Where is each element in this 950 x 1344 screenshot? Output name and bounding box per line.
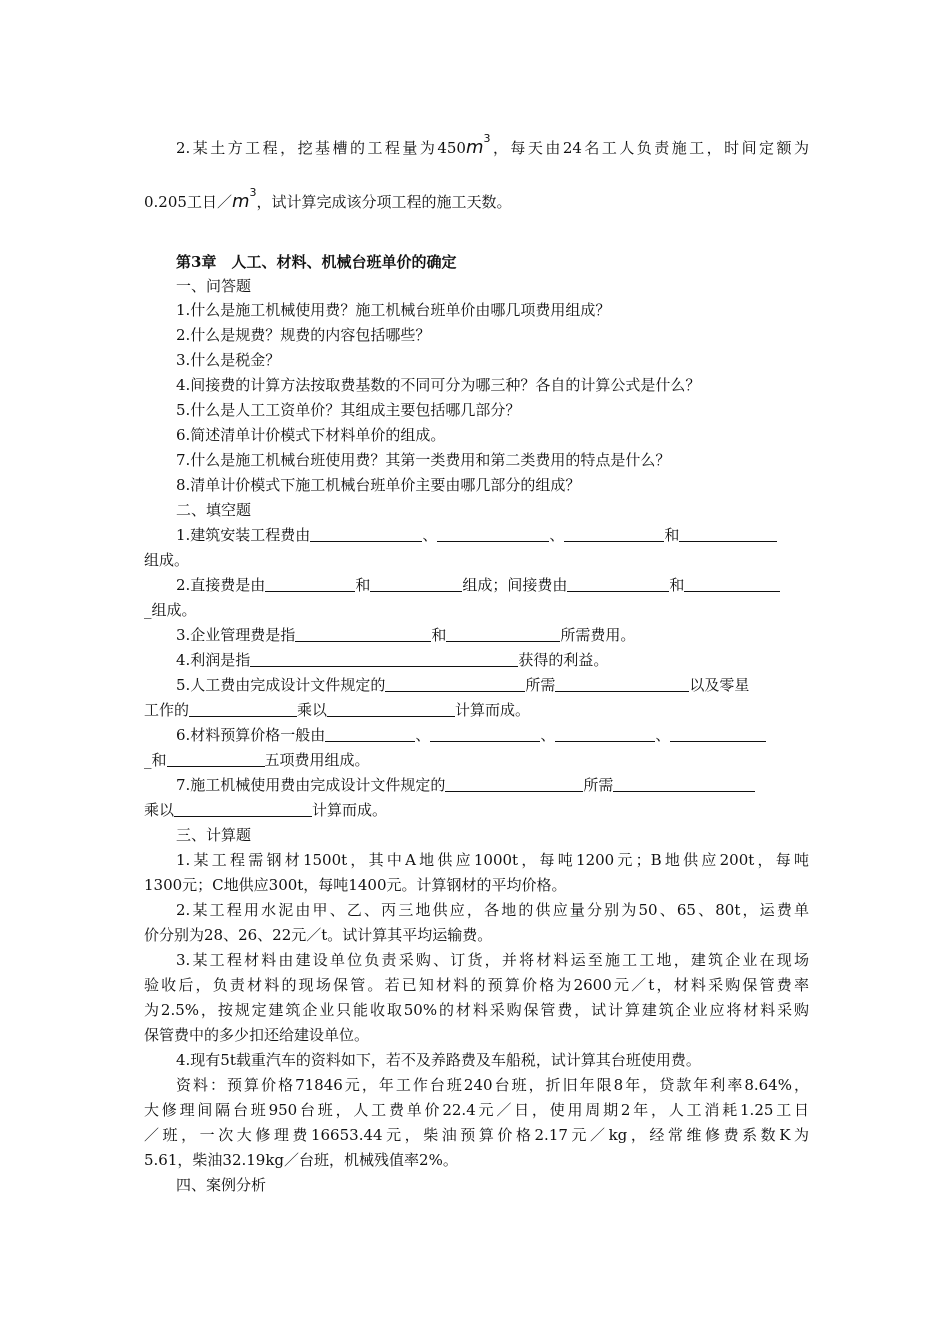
text: 、	[549, 526, 565, 544]
text: ，试计算完成该分项工程的施工天数。	[256, 193, 512, 211]
answer-blank[interactable]	[564, 526, 664, 542]
section-heading-case: 四、案例分析	[176, 1176, 267, 1194]
calc-4-data-line-2: 大修理间隔台班950台班，人工费单价22.4元／日，使用周期2年，人工消耗1.25工日	[144, 1101, 809, 1119]
text: 以及零星	[689, 676, 750, 694]
answer-blank[interactable]	[613, 776, 755, 792]
question-5: 5.什么是人工工资单价？其组成主要包括哪几部分？	[176, 401, 521, 419]
answer-blank[interactable]	[370, 576, 462, 592]
answer-blank[interactable]	[167, 751, 265, 767]
calc-2-line-1: 2.某工程用水泥由甲、乙、丙三地供应，各地的供应量分别为50、65、80t，运费单	[176, 901, 809, 919]
answer-blank[interactable]	[555, 676, 689, 692]
fill-7-line-2	[144, 799, 809, 821]
fill-1-line-2: 组成。	[144, 551, 190, 569]
fill-5-line-2	[144, 699, 809, 721]
answer-blank[interactable]	[325, 726, 415, 742]
answer-blank[interactable]	[295, 626, 431, 642]
text: 、	[540, 726, 556, 744]
unit-exponent: 3	[483, 132, 491, 145]
answer-blank[interactable]	[189, 701, 297, 717]
text: 和	[431, 626, 447, 644]
problem-2-line-2	[144, 186, 809, 213]
answer-blank[interactable]	[265, 576, 355, 592]
calc-3-line-3: 为2.5%，按规定建筑企业只能收取50%的材料采购保管费，试计算建筑企业应将材料采购	[144, 1001, 809, 1019]
problem-2-line-1	[176, 132, 809, 159]
answer-blank[interactable]	[327, 701, 455, 717]
text: 、	[422, 526, 438, 544]
unit-base: m	[465, 137, 484, 158]
fill-2-line-1	[176, 574, 809, 596]
text: 、	[415, 726, 431, 744]
unit-exponent: 3	[249, 186, 257, 199]
answer-blank[interactable]	[684, 576, 780, 592]
text: 计算而成。	[312, 801, 388, 819]
calc-4-line-1: 4.现有5t载重汽车的资料如下，若不及养路费及车船税，试计算其台班使用费。	[176, 1051, 701, 1069]
cubic-meter-unit	[465, 132, 491, 158]
text: 1.建筑安装工程费由	[176, 526, 311, 544]
text: 2.某土方工程，挖基槽的工程量为450	[176, 139, 466, 157]
section-heading-fill: 二、填空题	[176, 501, 252, 519]
text: 和	[664, 526, 680, 544]
fill-7-line-1	[176, 774, 809, 796]
calc-1-line-2: 1300元；C地供应300t，每吨1400元。计算钢材的平均价格。	[144, 876, 567, 894]
text: 4.利润是指	[176, 651, 251, 669]
unit-base: m	[231, 191, 250, 212]
text: 乘以	[297, 701, 328, 719]
question-7: 7.什么是施工机械台班使用费？其第一类费用和第二类费用的特点是什么？	[176, 451, 671, 469]
question-6: 6.简述清单计价模式下材料单价的组成。	[176, 426, 446, 444]
text: 、	[655, 726, 671, 744]
text: 6.材料预算价格一般由	[176, 726, 326, 744]
answer-blank[interactable]	[385, 676, 525, 692]
answer-blank[interactable]	[670, 726, 766, 742]
section-heading-qa: 一、问答题	[176, 277, 252, 295]
calc-1-line-1: 1.某工程需钢材1500t，其中A地供应1000t，每吨1200元；B地供应200t，每吨	[176, 851, 809, 869]
answer-blank[interactable]	[445, 776, 583, 792]
text: 五项费用组成。	[264, 751, 370, 769]
cubic-meter-unit	[231, 186, 257, 212]
answer-blank[interactable]	[446, 626, 560, 642]
answer-blank[interactable]	[250, 651, 518, 667]
text: 工作的	[144, 701, 190, 719]
answer-blank[interactable]	[555, 726, 655, 742]
text: 0.205工日／	[144, 193, 232, 211]
chapter-title: 第3章 人工、材料、机械台班单价的确定	[176, 253, 457, 271]
calc-4-data-line-4: 5.61，柴油32.19kg／台班，机械残值率2%。	[144, 1151, 458, 1169]
answer-blank[interactable]	[310, 526, 422, 542]
text: ，每天由24名工人负责施工，时间定额为	[490, 139, 809, 157]
text: 7.施工机械使用费由完成设计文件规定的	[176, 776, 446, 794]
fill-2-line-2: _组成。	[144, 601, 197, 619]
text: 2.直接费是由	[176, 576, 266, 594]
answer-blank[interactable]	[437, 526, 549, 542]
fill-6-line-1	[176, 724, 809, 746]
text: 所需	[583, 776, 614, 794]
question-2: 2.什么是规费？规费的内容包括哪些？	[176, 326, 431, 344]
answer-blank[interactable]	[679, 526, 777, 542]
text: _和	[144, 751, 167, 769]
text: 所需费用。	[560, 626, 636, 644]
text: 3.企业管理费是指	[176, 626, 296, 644]
text: 和	[355, 576, 371, 594]
text: 所需	[525, 676, 556, 694]
calc-3-line-2: 验收后，负责材料的现场保管。若已知材料的预算价格为2600元／t，材料采购保管费率	[144, 976, 809, 994]
fill-1-line-1	[176, 524, 809, 546]
calc-3-line-1: 3.某工程材料由建设单位负责采购、订货，并将材料运至施工工地，建筑企业在现场	[176, 951, 809, 969]
fill-4	[176, 649, 809, 671]
text: 5.人工费由完成设计文件规定的	[176, 676, 386, 694]
fill-5-line-1	[176, 674, 809, 696]
calc-4-data-line-3: ／班，一次大修理费16653.44元，柴油预算价格2.17元／kg，经常维修费系数K为	[144, 1126, 809, 1144]
section-heading-calc: 三、计算题	[176, 826, 252, 844]
calc-3-line-4: 保管费中的多少扣还给建设单位。	[144, 1026, 370, 1044]
fill-3	[176, 624, 809, 646]
text: 和	[669, 576, 685, 594]
calc-4-data-line-1: 资料：预算价格71846元，年工作台班240台班，折旧年限8年，贷款年利率8.64%，	[176, 1076, 809, 1094]
question-1: 1.什么是施工机械使用费？施工机械台班单价由哪几项费用组成？	[176, 301, 611, 319]
calc-2-line-2: 价分别为28、26、22元／t。试计算其平均运输费。	[144, 926, 493, 944]
text: 计算而成。	[455, 701, 531, 719]
text: 乘以	[144, 801, 175, 819]
text: 获得的利益。	[518, 651, 609, 669]
question-3: 3.什么是税金？	[176, 351, 281, 369]
fill-6-line-2	[144, 749, 809, 771]
answer-blank[interactable]	[174, 801, 312, 817]
text: 组成；间接费由	[462, 576, 568, 594]
question-8: 8.清单计价模式下施工机械台班单价主要由哪几部分的组成？	[176, 476, 581, 494]
answer-blank[interactable]	[567, 576, 669, 592]
question-4: 4.间接费的计算方法按取费基数的不同可分为哪三种？各自的计算公式是什么？	[176, 376, 701, 394]
answer-blank[interactable]	[430, 726, 540, 742]
